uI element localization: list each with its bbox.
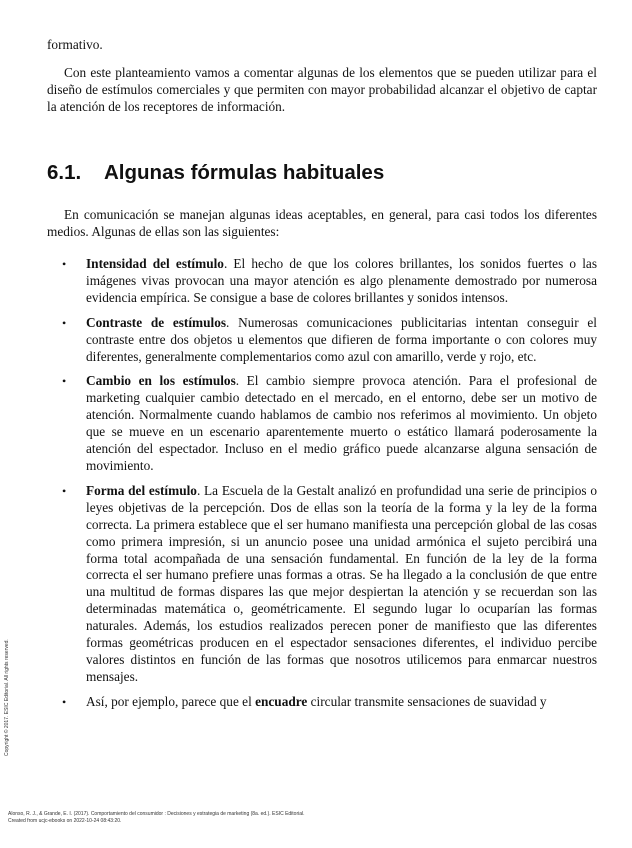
bullet-term: Contraste de estímulos: [86, 314, 227, 330]
section-number: 6.1.: [47, 161, 82, 184]
list-item: [47, 256, 597, 307]
bullet-term: encuadre: [255, 693, 308, 709]
bullet-icon: •: [62, 483, 67, 498]
paragraph-intro: Con este planteamiento vamos a comentar algunas de los elementos que se pueden utilizar para el diseño de estímulos comerciales y que permiten con mayor probabilidad alcanzar el objetivo de captar la atención de los receptores de información.: [47, 65, 597, 114]
paragraph-continued: formativo.: [47, 37, 103, 52]
copyright-sidebar: Copyright © 2017. ESIC Editorial. All rights reserved.: [4, 639, 10, 756]
bullet-icon: •: [62, 694, 67, 709]
list-item: [47, 694, 597, 711]
footer-created: Created from ucjc-ebooks on 2022-10-24 08:43:20.: [8, 817, 122, 824]
bullet-prefix: Así, por ejemplo, parece que el: [86, 693, 256, 709]
section-title: Algunas fórmulas habituales: [104, 161, 385, 184]
paragraph-section-intro: En comunicación se manejan algunas ideas aceptables, en general, para casi todos los diferentes medios. Algunas de ellas son las siguientes:: [47, 207, 597, 239]
bullet-text: circular transmite sensaciones de suavidad y: [307, 693, 547, 709]
bullet-text: . La Escuela de la Gestalt analizó en profundidad una serie de principios o leyes objetivas de la percepción. Dos de ellas son la teoría de la forma y la ley de la forma correcta. La primera establece que el ser humano manifiesta una percepción global de las cosas como primera impresión, si un anuncio posee una unidad armónica el sujeto percibirá una forma total acompañada de una sensación fundamental. En función de la ley de la forma correcta el ser humano prefiere unas formas a otras. Se ha llegado a la conclusión de que entre una multitud de formas dispares las que mejor despiertan la atención y se recuerdan son las determinadas matemática o, geométricamente. El segundo lugar lo ocuparían las formas naturales. Además, los estudios realizados perecen poner de manifiesto que las diferentes formas geométricas producen en el espectador sensaciones diferentes, el individuo percibe valores distintos en función de las formas que nosotros utilicemos para enmarcar nuestros mensajes.: [86, 482, 597, 684]
section-heading: [47, 160, 597, 186]
bullet-text: . El cambio siempre provoca atención. Para el profesional de marketing cualquier cambio detectado en el mercado, en el entorno, debe ser un motivo de atención. Normalmente cuando hablamos de cambio nos referimos al movimiento. Un objeto que se mueve en un escenario aparentemente muerto o estático llamará poderosamente la atención del espectador. Incluso en el medio gráfico puede alcanzarse alguna sensación de movimiento.: [86, 373, 597, 473]
page-footer: [8, 811, 608, 824]
bullet-icon: •: [62, 315, 67, 330]
list-item: [47, 483, 597, 686]
bullet-list: [47, 256, 597, 719]
footer-citation: Alonso, R. J., & Grande, E. I. (2017). Comportamiento del consumidor : Decisiones y estrategia de marketing (8a. ed.). ESIC Editorial.: [8, 811, 305, 817]
bullet-text: . Numerosas comunicaciones publicitarias intentan conseguir el contraste entre dos objetos u elementos que difieren de forma importante o con colores muy diferentes, generalmente complementarios como azul con amarillo, verde y rojo, etc.: [86, 314, 597, 364]
bullet-icon: •: [62, 257, 67, 271]
bullet-term: Cambio en los estímulos: [86, 373, 236, 389]
list-item: [47, 315, 597, 366]
bullet-text: . El hecho de que los colores brillantes, los sonidos fuertes o las imágenes vivas provocan una mayor atención es algo plenamente demostrado por numerosa evidencia empírica. Se consigue a base de colores brillantes y sonidos intensos.: [86, 256, 597, 305]
bullet-term: Forma del estímulo: [86, 482, 197, 498]
bullet-icon: •: [62, 374, 67, 389]
bullet-term: Intensidad del estímulo: [86, 256, 224, 271]
list-item: [47, 373, 597, 474]
